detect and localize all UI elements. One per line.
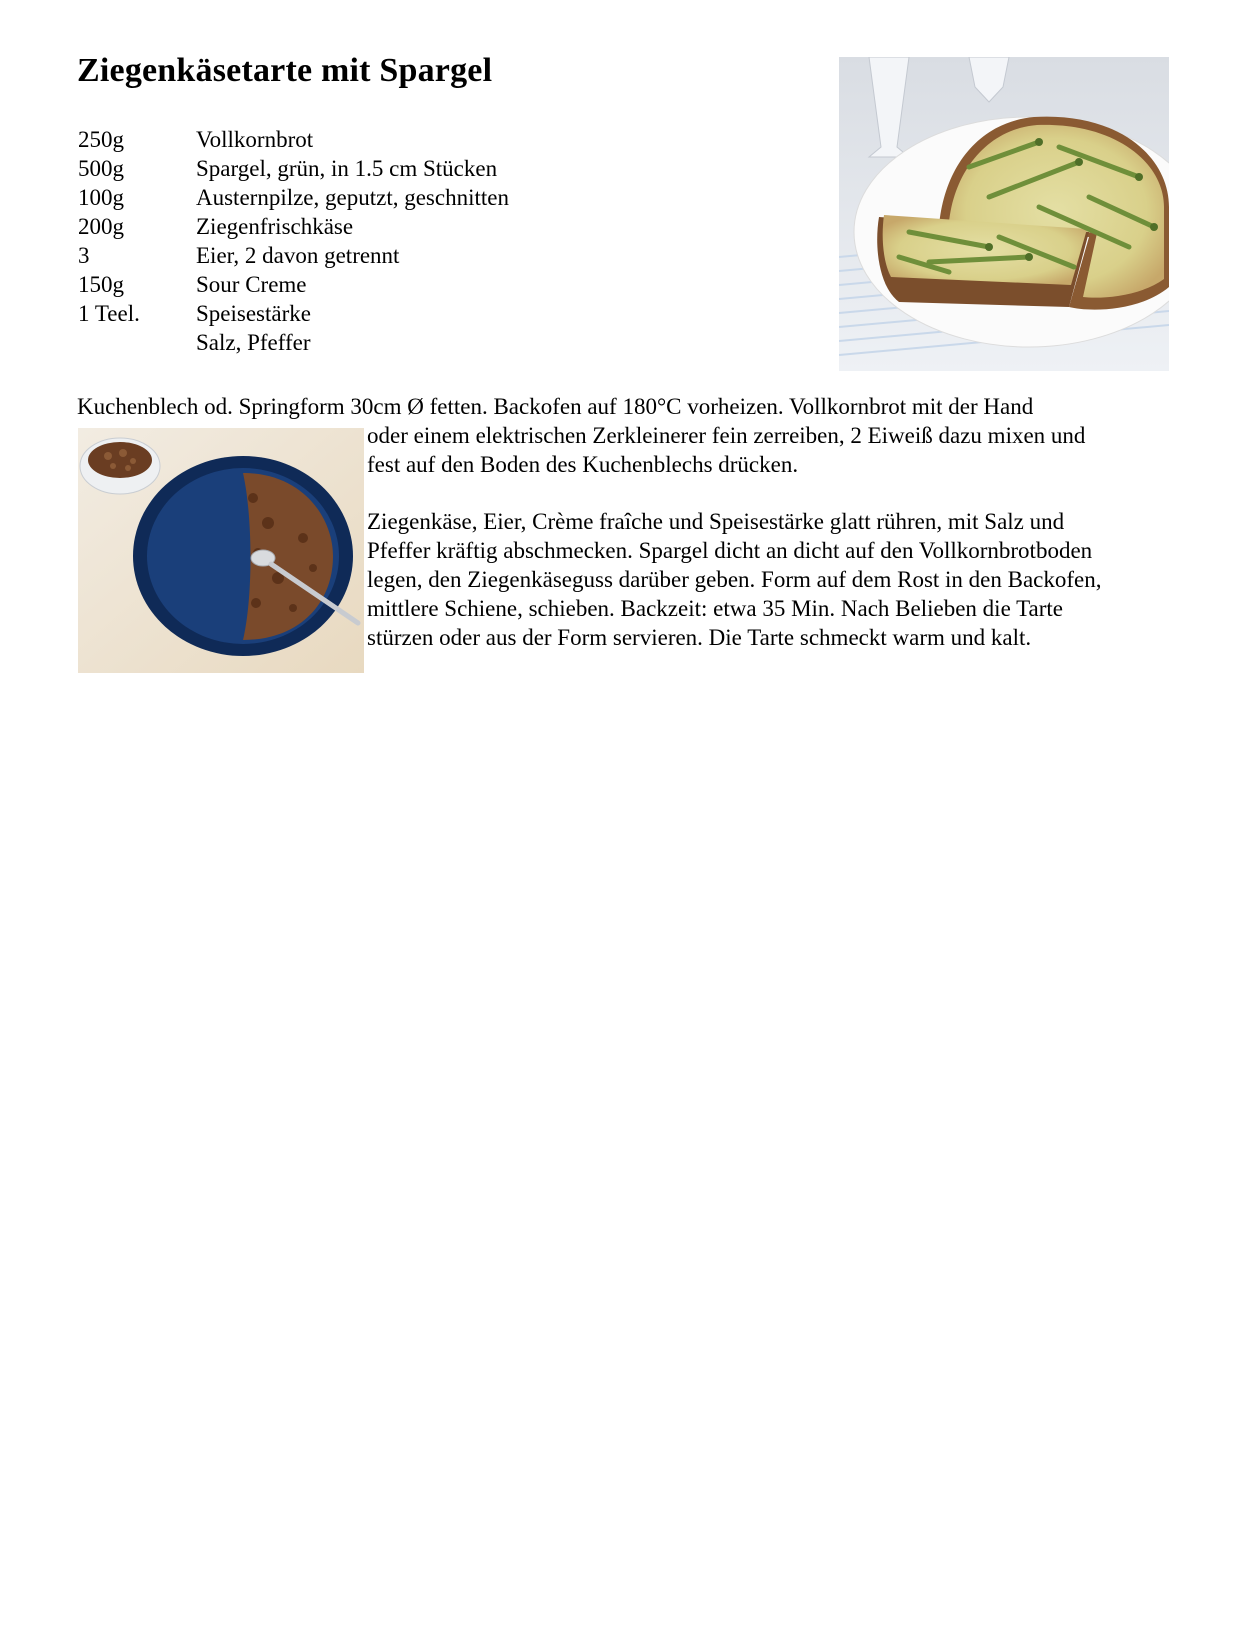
instruction-line: fest auf den Boden des Kuchenblechs drücken. [367, 452, 799, 477]
ingredient-row [78, 328, 509, 357]
instruction-paragraph-2 [367, 507, 1187, 652]
ingredient-quantity: 100g [78, 185, 124, 210]
instruction-line: stürzen oder aus der Form servieren. Die Tarte schmeckt warm und kalt. [367, 625, 1032, 650]
ingredient-list [78, 125, 509, 357]
ingredient-row [78, 183, 509, 212]
ingredient-row [78, 125, 509, 154]
ingredient-name: Vollkornbrot [196, 127, 314, 152]
recipe-title: Ziegenkäsetarte mit Spargel [77, 52, 493, 89]
instruction-line: Pfeffer kräftig abschmecken. Spargel dicht an dicht auf den Vollkornbrotboden [367, 538, 1093, 563]
ingredient-row [78, 270, 509, 299]
ingredient-name: Sour Creme [196, 272, 307, 297]
ingredient-quantity: 200g [78, 214, 124, 239]
ingredient-name: Austernpilze, geputzt, geschnitten [196, 185, 509, 210]
ingredient-name: Salz, Pfeffer [196, 330, 311, 355]
instruction-line: Ziegenkäse, Eier, Crème fraîche und Speisestärke glatt rühren, mit Salz und [367, 509, 1065, 534]
instruction-line: mittlere Schiene, schieben. Backzeit: etwa 35 Min. Nach Belieben die Tarte [367, 596, 1064, 621]
ingredient-name: Ziegenfrischkäse [196, 214, 354, 239]
ingredient-row [78, 299, 509, 328]
ingredient-row [78, 154, 509, 183]
instruction-paragraph-1-line-1: Kuchenblech od. Springform 30cm Ø fetten. Backofen auf 180°C vorheizen. Vollkornbrot mit der Hand [77, 394, 1034, 419]
ingredient-quantity: 150g [78, 272, 124, 297]
crumb-base-photo [78, 428, 364, 673]
ingredient-quantity: 1 Teel. [78, 301, 140, 326]
ingredient-quantity: 500g [78, 156, 124, 181]
ingredient-name: Speisestärke [196, 301, 311, 326]
instruction-paragraph-1-continued [367, 421, 1187, 479]
ingredient-name: Spargel, grün, in 1.5 cm Stücken [196, 156, 498, 181]
instruction-line: legen, den Ziegenkäseguss darüber geben. Form auf dem Rost in den Backofen, [367, 567, 1102, 592]
instruction-line: oder einem elektrischen Zerkleinerer fein zerreiben, 2 Eiweiß dazu mixen und [367, 423, 1086, 448]
tarte-photo [839, 57, 1169, 371]
ingredient-name: Eier, 2 davon getrennt [196, 243, 400, 268]
ingredient-row [78, 212, 509, 241]
ingredient-quantity: 250g [78, 127, 124, 152]
ingredient-quantity: 3 [78, 243, 90, 268]
ingredient-quantity [78, 328, 196, 357]
ingredient-row [78, 241, 509, 270]
